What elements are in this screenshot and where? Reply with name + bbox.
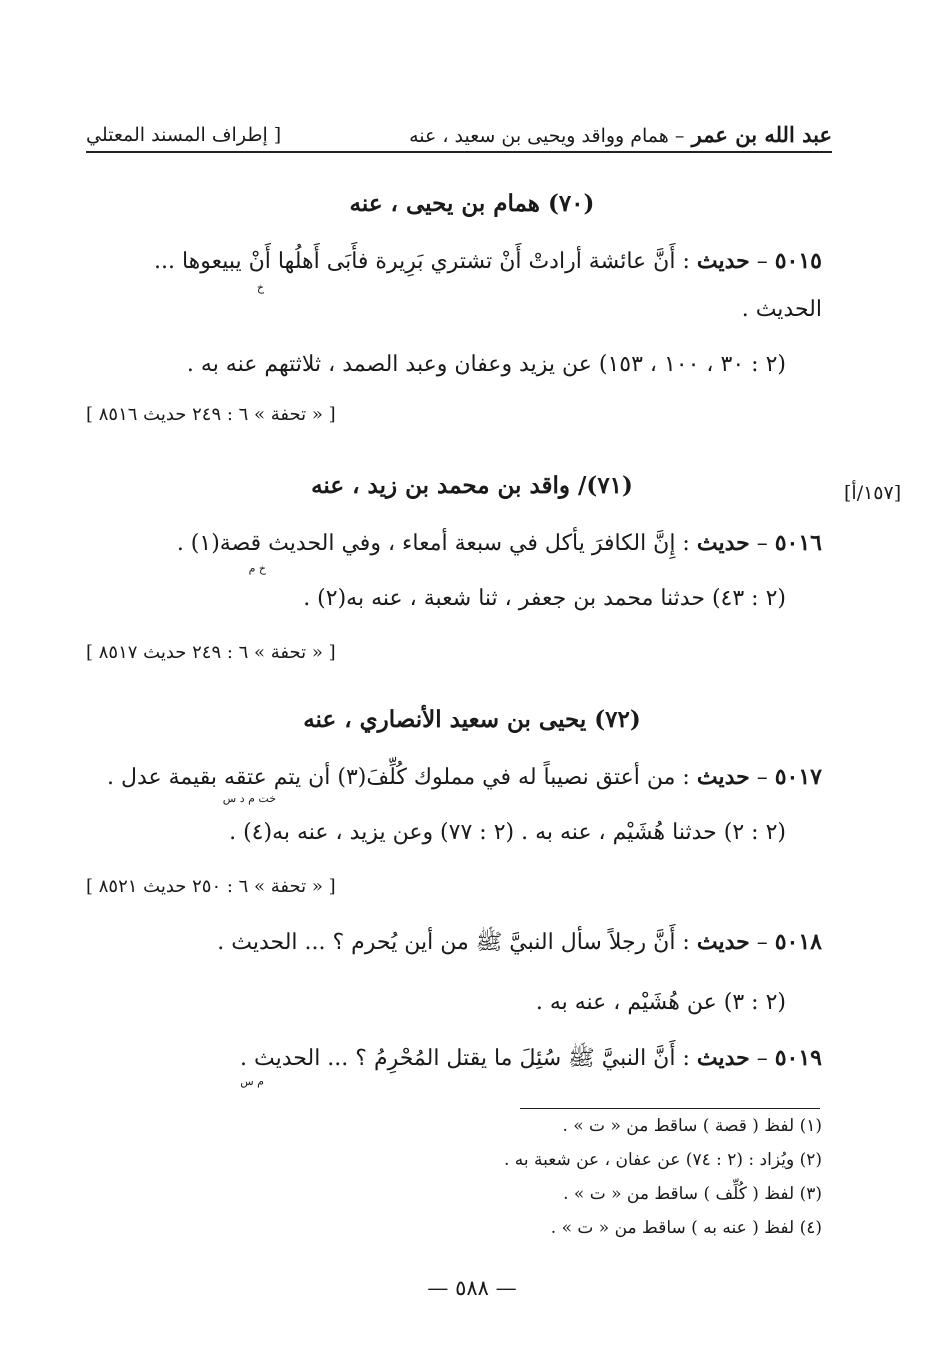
header-rule xyxy=(86,151,832,153)
hadith-text-continued: الحديث . xyxy=(741,297,822,322)
hadith-keyword: حديث xyxy=(696,929,750,955)
hadith-text: : أَنَّ النبيَّ ﷺ سُئِلَ ما يقتل المُحْرِمُ ؟ ... الحديث . xyxy=(240,1046,690,1071)
section-heading-72: (٧٢) يحيى بن سعيد الأنصاري ، عنه xyxy=(303,706,641,733)
hadith-text: : أَنَّ عائشة أرادتْ أَنْ تشتري بَرِيرة فأَبَى أَهلُها أَنْ يبيعوها ... xyxy=(154,249,690,274)
tuhfa-reference: [ « تحفة » ٦ : ٢٤٩ حديث ٨٥١٧ ] xyxy=(86,642,336,663)
manuscript-folio-note: [١٥٧/أ] xyxy=(844,482,902,504)
hadith-source: (٢ : ٣٠ ، ١٠٠ ، ١٥٣) عن يزيد وعفان وعبد الصمد ، ثلاثتهم عنه به . xyxy=(186,352,786,377)
hadith-number: ٥٠١٦ xyxy=(774,530,822,556)
hadith-5017: ٥٠١٧ – حديث : من أعتق نصيباً له في مملوك كُلِّفَ(٣) أن يتم عتقه بقيمة عدل . xyxy=(107,764,822,790)
hadith-number: ٥٠١٨ xyxy=(774,929,822,955)
hadith-source: (٢ : ٢) حدثنا هُشَيْم ، عنه به . (٢ : ٧٧) وعن يزيد ، عنه به(٤) . xyxy=(229,820,786,845)
hadith-5015: ٥٠١٥ – حديث : أَنَّ عائشة أرادتْ أَنْ تشتري بَرِيرة فأَبَى أَهلُها أَنْ يبيعوها ... xyxy=(154,248,822,274)
page-number: — ٥٨٨ — xyxy=(427,1276,517,1300)
hadith-keyword: حديث xyxy=(696,764,750,790)
hadith-keyword: حديث xyxy=(696,530,750,556)
hadith-5018: ٥٠١٨ – حديث : أَنَّ رجلاً سأل النبيَّ ﷺ من أين يُحرم ؟ ... الحديث . xyxy=(217,929,822,955)
source-symbols: خ xyxy=(256,281,264,294)
hadith-source: (٢ : ٣) عن هُشَيْم ، عنه به . xyxy=(535,990,786,1015)
source-symbols: م س xyxy=(240,1075,264,1088)
hadith-5016: ٥٠١٦ – حديث : إِنَّ الكافرَ يأكل في سبعة أمعاء ، وفي الحديث قصة(١) . xyxy=(176,530,822,556)
running-header-book: [ إطراف المسند المعتلي xyxy=(86,124,282,146)
footnote-rule xyxy=(520,1108,820,1109)
source-symbols: خ م xyxy=(248,562,266,575)
header-subtitle: – همام وواقد ويحيى بن سعيد ، عنه xyxy=(409,125,685,147)
footnote-3: (٣) لفظ ( كُلِّف ) ساقط من « ت » . xyxy=(563,1184,822,1204)
header-author: عبد الله بن عمر xyxy=(691,122,832,147)
hadith-number: ٥٠١٩ xyxy=(774,1045,822,1071)
hadith-number: ٥٠١٧ xyxy=(774,764,822,790)
hadith-text: : إِنَّ الكافرَ يأكل في سبعة أمعاء ، وفي الحديث قصة(١) . xyxy=(176,531,690,556)
hadith-source: (٢ : ٤٣) حدثنا محمد بن جعفر ، ثنا شعبة ، عنه به(٢) . xyxy=(303,586,786,611)
footnote-4: (٤) لفظ ( عنه به ) ساقط من « ت » . xyxy=(550,1218,822,1238)
hadith-keyword: حديث xyxy=(696,1045,750,1071)
tuhfa-reference: [ « تحفة » ٦ : ٢٥٠ حديث ٨٥٢١ ] xyxy=(86,876,336,897)
tuhfa-reference: [ « تحفة » ٦ : ٢٤٩ حديث ٨٥١٦ ] xyxy=(86,404,336,425)
running-header-title xyxy=(409,122,832,147)
source-symbols: خت م د س xyxy=(222,792,276,805)
hadith-keyword: حديث xyxy=(696,248,750,274)
section-heading-70: (٧٠) همام بن يحيى ، عنه xyxy=(349,190,595,217)
hadith-text: : من أعتق نصيباً له في مملوك كُلِّفَ(٣) أن يتم عتقه بقيمة عدل . xyxy=(107,765,690,790)
hadith-5019: ٥٠١٩ – حديث : أَنَّ النبيَّ ﷺ سُئِلَ ما يقتل المُحْرِمُ ؟ ... الحديث . xyxy=(240,1045,822,1071)
footnote-2: (٢) ويُزاد : (٢ : ٧٤) عن عفان ، عن شعبة به . xyxy=(503,1150,822,1170)
hadith-text: : أَنَّ رجلاً سأل النبيَّ ﷺ من أين يُحرم ؟ ... الحديث . xyxy=(217,930,690,955)
footnote-1: (١) لفظ ( قصة ) ساقط من « ت » . xyxy=(562,1116,822,1136)
hadith-number: ٥٠١٥ xyxy=(774,248,822,274)
section-heading-71: (٧١)/ واقد بن محمد بن زيد ، عنه xyxy=(311,472,633,499)
